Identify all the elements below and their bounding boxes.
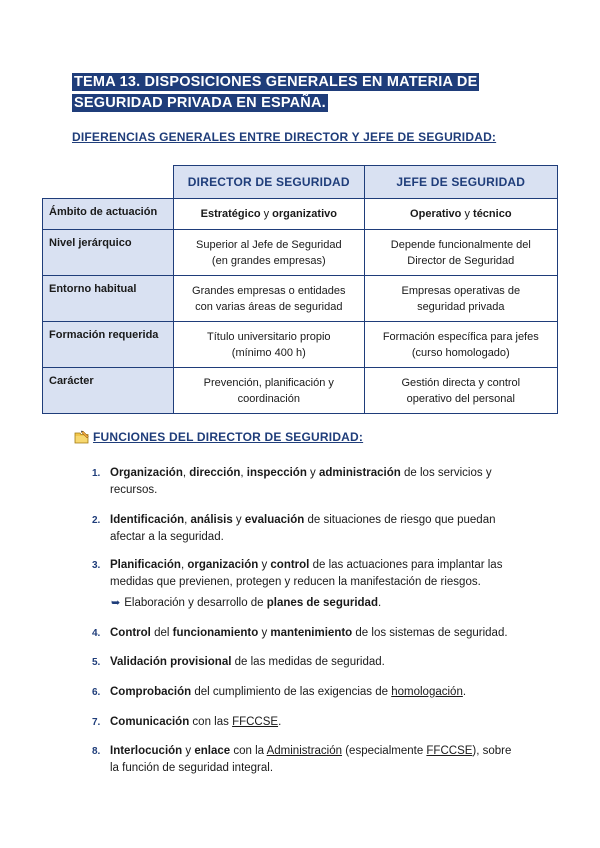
arrow-bullet-icon: ➥ — [111, 597, 121, 609]
empty-corner-cell — [43, 166, 174, 199]
cell-director: Superior al Jefe de Seguridad (en grandes empresas) — [174, 230, 365, 276]
table-row — [43, 230, 558, 276]
row-label: Carácter — [43, 368, 174, 414]
table-row — [43, 276, 558, 322]
functions-heading — [74, 430, 363, 444]
title-line-1: TEMA 13. DISPOSICIONES GENERALES EN MATERIA DE — [74, 74, 478, 90]
cell-jefe: Gestión directa y control operativo del personal — [364, 368, 557, 414]
cell-director: Grandes empresas o entidades con varias áreas de seguridad — [174, 276, 365, 322]
document-page: TEMA 13. DISPOSICIONES GENERALES EN MATERIA DE SEGURIDAD PRIVADA EN ESPAÑA. DIFERENCIAS GENERALES ENTRE DIRECTOR Y JEFE DE SEGURIDAD: DIRECTOR DE SEGURIDAD JEFE DE SEGURIDAD Ámbito de actuación Estratégico y organizativo Operativo y técnico Nivel jerárquico Superior al Jefe de Seguridad (en grandes empresas) Depende funcionalmente del Director de Seguridad Entorno habitual Grandes empresas o entidades con varias áreas de seguridad Empresas operativas de seguridad privada Formación requerida Título universitario propio (mínimo 400 h) Formación específica para jefes (curso homologado) Carácter Prevención, planificación y coordinación Gestión directa y control operativo del personal FUNCIONES DEL DIRECTOR DE SEGURIDAD: 1. Organización, dirección, inspección y administración de los servicios y recursos. 2. Identificación, análisis y evaluación de situaciones de riesgo que puedan afectar a la seguridad. 3. Planificación, organización y control de las actuaciones para implantar las medidas que previenen, protegen y reducen la manifestación de riesgos. ➥ Elaboración y desarrollo de planes de seguridad. 4. Control del funcionamiento y mantenimiento de los sistemas de seguridad. 5. Validación provisional de las medidas de seguridad. 6. Comprobación del cumplimiento de las exigencias de homologación. 7. Comunicación con las FFCCSE. 8. Interlocución y enlace con la Administración (especialmente FFCCSE), sobre la función de seguridad integral. — [0, 0, 600, 848]
title-line-2: SEGURIDAD PRIVADA EN ESPAÑA. — [74, 95, 326, 111]
table-row — [43, 322, 558, 368]
header-director: DIRECTOR DE SEGURIDAD — [174, 166, 365, 199]
table-row — [43, 368, 558, 414]
folder-pencil-icon — [74, 430, 90, 444]
row-label: Ámbito de actuación — [43, 199, 174, 230]
document-title — [72, 72, 492, 114]
cell-jefe: Empresas operativas de seguridad privada — [364, 276, 557, 322]
comparison-table — [42, 165, 558, 414]
functions-title: FUNCIONES DEL DIRECTOR DE SEGURIDAD: — [93, 430, 364, 444]
cell-director: Estratégico y organizativo — [174, 199, 365, 230]
section-subtitle: DIFERENCIAS GENERALES ENTRE DIRECTOR Y JEFE DE SEGURIDAD: — [72, 130, 497, 144]
header-jefe: JEFE DE SEGURIDAD — [364, 166, 557, 199]
cell-jefe: Operativo y técnico — [364, 199, 557, 230]
cell-director: Título universitario propio (mínimo 400 h) — [174, 322, 365, 368]
cell-director: Prevención, planificación y coordinación — [174, 368, 365, 414]
row-label: Entorno habitual — [43, 276, 174, 322]
cell-jefe: Depende funcionalmente del Director de Seguridad — [364, 230, 557, 276]
list-sub-item: ➥ Elaboración y desarrollo de planes de seguridad. — [111, 597, 382, 609]
row-label: Formación requerida — [43, 322, 174, 368]
row-label: Nivel jerárquico — [43, 230, 174, 276]
table-row — [43, 199, 558, 230]
cell-jefe: Formación específica para jefes (curso homologado) — [364, 322, 557, 368]
table-header-row — [43, 166, 558, 199]
